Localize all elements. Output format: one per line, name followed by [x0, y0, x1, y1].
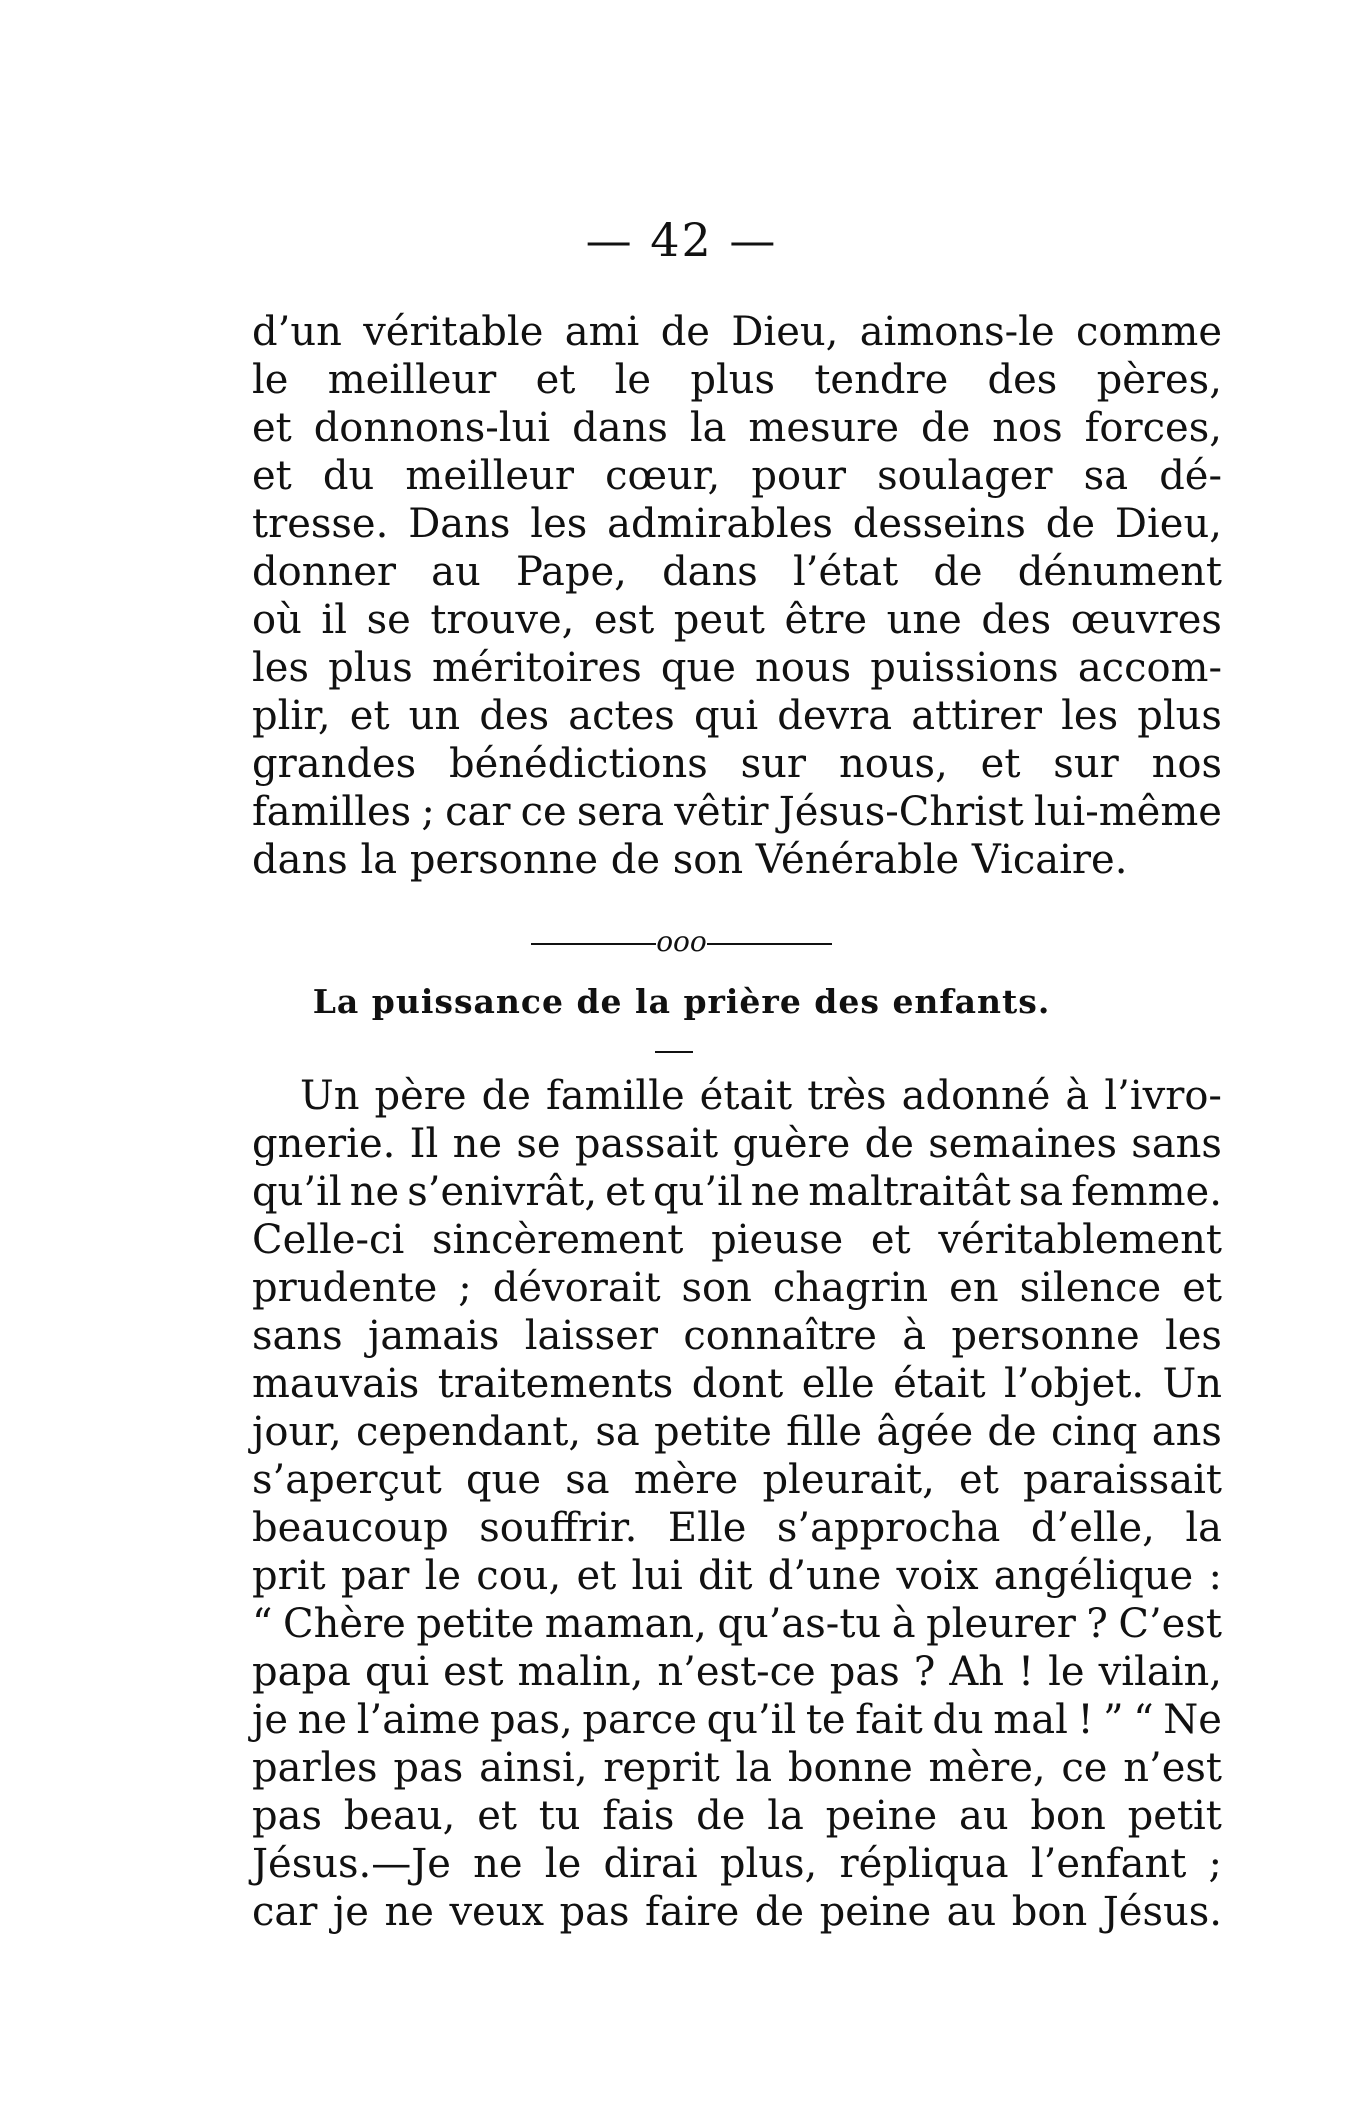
separator-rule-left	[531, 943, 656, 945]
text-line: “ Chère petite maman, qu’as-tu à pleurer ? C’est	[252, 1601, 1222, 1647]
text-line: prit par le cou, et lui dit d’une voix angélique :	[252, 1553, 1222, 1599]
text-line: beaucoup souffrir. Elle s’approcha d’elle, la	[252, 1505, 1222, 1551]
text-line: qu’il ne s’enivrât, et qu’il ne maltraitât sa femme.	[252, 1169, 1222, 1215]
text-line: prudente ; dévorait son chagrin en silence et	[252, 1265, 1222, 1311]
text-line: sans jamais laisser connaître à personne les	[252, 1313, 1222, 1359]
text-line: s’aperçut que sa mère pleurait, et paraissait	[252, 1457, 1222, 1503]
text-line: dans la personne de son Vénérable Vicaire.	[252, 837, 1128, 883]
title-underline-dash	[655, 1051, 693, 1053]
text-line: donner au Pape, dans l’état de dénument	[252, 549, 1222, 595]
text-line: les plus méritoires que nous puissions accom-	[252, 645, 1222, 691]
text-line: parles pas ainsi, reprit la bonne mère, ce n’est	[252, 1745, 1222, 1791]
section-separator	[0, 922, 1363, 962]
separator-ornament: ooo	[656, 925, 707, 958]
paragraph-story	[252, 1072, 1222, 1936]
text-line: jour, cependant, sa petite fille âgée de cinq ans	[252, 1409, 1222, 1455]
text-line: mauvais traitements dont elle était l’objet. Un	[252, 1361, 1222, 1407]
text-line: plir, et un des actes qui devra attirer les plus	[252, 693, 1222, 739]
text-line: papa qui est malin, n’est-ce pas ? Ah ! le vilain,	[252, 1649, 1222, 1695]
text-line: Celle-ci sincèrement pieuse et véritablement	[252, 1217, 1222, 1263]
text-line: tresse. Dans les admirables desseins de Dieu,	[252, 501, 1222, 547]
section-title: La puissance de la prière des enfants.	[312, 982, 1051, 1021]
text-line: car je ne veux pas faire de peine au bon Jésus.	[252, 1889, 1222, 1935]
text-line: familles ; car ce sera vêtir Jésus-Christ lui-même	[252, 789, 1222, 835]
text-line: je ne l’aime pas, parce qu’il te fait du mal ! ” “ Ne	[252, 1697, 1222, 1743]
text-line: le meilleur et le plus tendre des pères,	[252, 357, 1222, 403]
text-line: et du meilleur cœur, pour soulager sa dé-	[252, 453, 1222, 499]
text-line: gnerie. Il ne se passait guère de semaines sans	[252, 1121, 1222, 1167]
text-line: pas beau, et tu fais de la peine au bon petit	[252, 1793, 1222, 1839]
text-line: et donnons-lui dans la mesure de nos forces,	[252, 405, 1222, 451]
separator-rule-right	[707, 943, 832, 945]
text-line: où il se trouve, est peut être une des œuvres	[252, 597, 1222, 643]
text-line: grandes bénédictions sur nous, et sur nos	[252, 741, 1222, 787]
text-line: Un père de famille était très adonné à l’ivro-	[300, 1073, 1222, 1119]
paragraph-continued	[252, 308, 1222, 884]
text-line: d’un véritable ami de Dieu, aimons-le comme	[252, 309, 1222, 355]
text-line: Jésus.—Je ne le dirai plus, répliqua l’enfant ;	[252, 1841, 1222, 1887]
page-number: — 42 —	[585, 213, 778, 267]
